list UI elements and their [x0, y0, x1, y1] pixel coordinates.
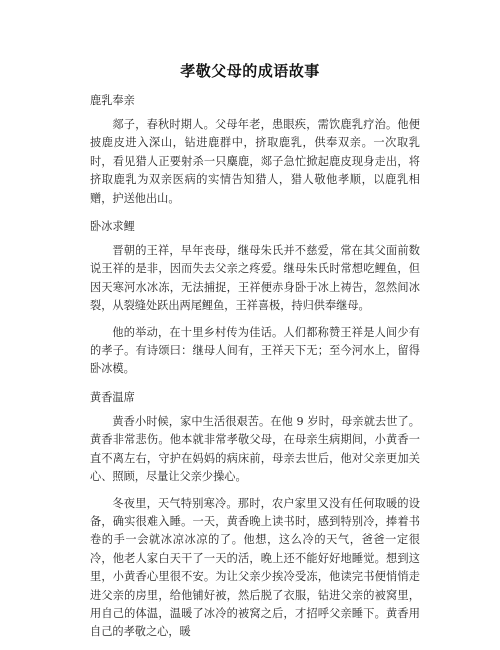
- section-paragraph: 黄香小时候，家中生活很艰苦。在他 9 岁时，母亲就去世了。黄香非常悲伤。他本就非常孝敬父母，在母亲生病期间，小黄香一直不离左右，守护在妈妈的病床前，母亲去世后，他对父亲更加关心、照顾，尽量让父亲少操心。: [90, 414, 420, 484]
- section-heading: 卧冰求鲤: [90, 220, 135, 234]
- document-title: 孝敬父母的成语故事: [180, 62, 320, 80]
- section-paragraph: 郯子，春秋时期人。父母年老，患眼疾，需饮鹿乳疗治。他便披鹿皮进入深山，钻进鹿群中，挤取鹿乳，供奉双亲。一次取乳时，看见猎人正要射杀一只麋鹿，郯子急忙掀起鹿皮现身走出，将挤取鹿乳为双亲医病的实情告知猎人，猎人敬他孝顺，以鹿乳相赠，护送他出山。: [90, 118, 420, 205]
- document-body: [90, 92, 420, 650]
- section-paragraph: 冬夜里，天气特别寒冷。那时，农户家里又没有任何取暖的设备，确实很难入睡。一天，黄香晚上读书时，感到特别冷，捧着书卷的手一会就冰凉冰凉的了。他想，这么冷的天气，爸爸一定很冷，他老人家白天干了一天的活，晚上还不能好好地睡觉。想到这里，小黄香心里很不安。为让父亲少挨冷受冻，他读完书便悄悄走进父亲的房里，给他铺好被，然后脱了衣服，钻进父亲的被窝里，用自己的体温，温暖了冰冷的被窝之后，才招呼父亲睡下。黄香用自己的孝敬之心，暖: [90, 496, 420, 639]
- section-paragraph: 晋朝的王祥，早年丧母，继母朱氏并不慈爱，常在其父面前数说王祥的是非，因而失去父亲之疼爱。继母朱氏时常想吃鲤鱼，但因天寒河水冰冻，无法捕捉，王祥便赤身卧于冰上祷告，忽然间冰裂，从裂缝处跃出两尾鲤鱼，王祥喜极，持归供奉继母。: [90, 244, 420, 313]
- section-heading: 鹿乳奉亲: [90, 94, 135, 107]
- section-heading: 黄香温席: [90, 390, 135, 404]
- section-paragraph: 他的举动，在十里乡村传为佳话。人们都称赞王祥是人间少有的孝子。有诗颂曰：继母人间有，王祥天下无；至今河水上，留得卧冰模。: [90, 325, 420, 376]
